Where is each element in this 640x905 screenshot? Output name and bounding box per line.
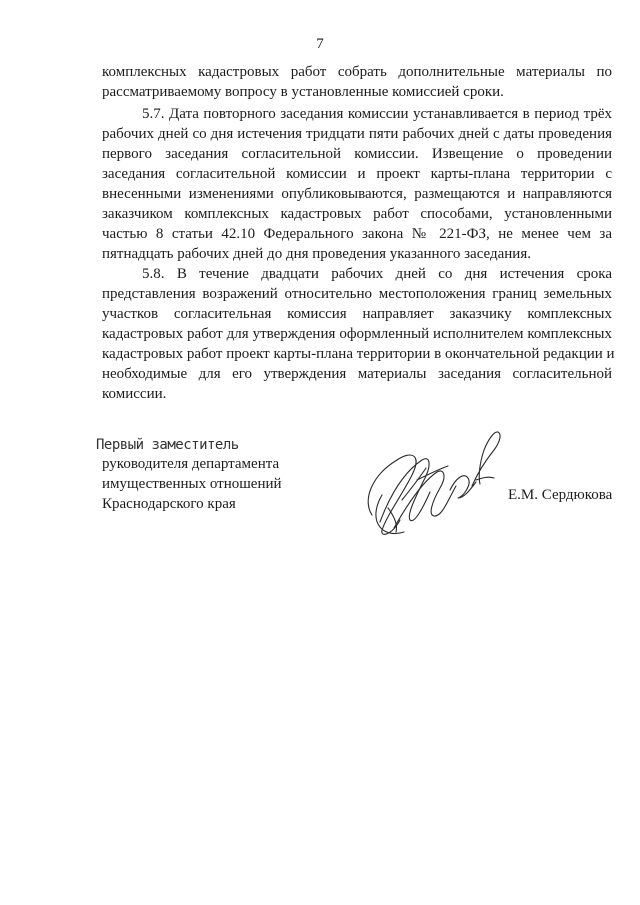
text-line: комиссии.	[102, 386, 167, 402]
signatory-title-line: Краснодарского края	[102, 496, 236, 512]
text-line: внесенными изменениями опубликовываются, размещаются и направляются	[102, 186, 612, 202]
text-line: рассматриваемому вопросу в установленные комиссией сроки.	[102, 84, 504, 100]
text-line: представления возражений относительно местоположения границ земельных	[102, 286, 612, 302]
signatory-title-typed: Первый заместитель	[96, 437, 239, 453]
text-line: заседания согласительной комиссии и проект карты-плана территории с	[102, 166, 612, 182]
paragraph-5-8-first-line: 5.8. В течение двадцати рабочих дней со дня истечения срока	[142, 266, 612, 282]
text-line: первого заседания согласительной комиссии. Извещение о проведении	[102, 146, 612, 162]
text-line: рабочих дней со дня истечения тридцати пяти рабочих дней с даты проведения	[102, 126, 612, 142]
signatory-title-line: имущественных отношений	[102, 476, 282, 492]
text-line: частью 8 статьи 42.10 Федерального закона № 221-ФЗ, не менее чем за	[102, 226, 612, 242]
text-line: кадастровых работ для утверждения оформленный исполнителем комплексных	[102, 326, 612, 342]
text-line: участков согласительная комиссия направляет заказчику комплексных	[102, 306, 612, 322]
text-line: кадастровых работ проект карты-плана территории в окончательной редакции и	[102, 346, 615, 362]
signer-name: Е.М. Сердюкова	[508, 487, 613, 503]
text-line: пятнадцать рабочих дней до дня проведения указанного заседания.	[102, 246, 531, 262]
signatory-title-line: руководителя департамента	[102, 456, 280, 472]
text-line: комплексных кадастровых работ собрать дополнительные материалы по	[102, 64, 612, 80]
page-number: 7	[316, 36, 324, 52]
handwritten-signature	[352, 420, 512, 550]
paragraph-5-7-first-line: 5.7. Дата повторного заседания комиссии устанавливается в период трёх	[142, 106, 612, 122]
text-line: необходимые для его утверждения материалы заседания согласительной	[102, 366, 612, 382]
text-line: заказчиком комплексных кадастровых работ способами, установленными	[102, 206, 612, 222]
